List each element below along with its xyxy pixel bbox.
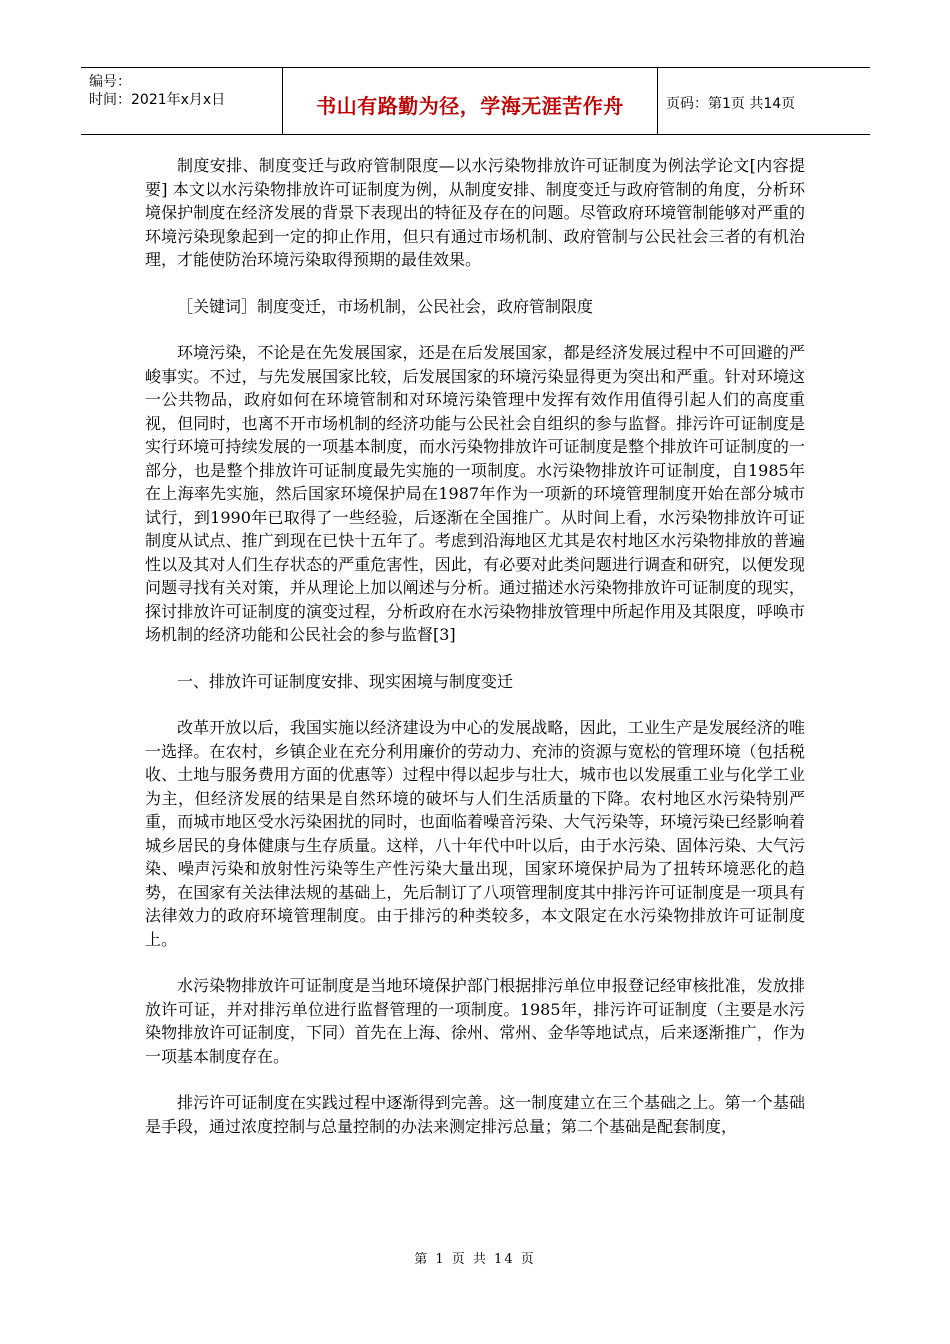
document-date-label: 时间：2021年x月x日 (89, 92, 226, 108)
header-left-cell (81, 68, 283, 134)
paragraph-keywords: ［关键词］制度变迁，市场机制，公民社会，政府管制限度 (177, 296, 594, 316)
header-right-cell (658, 68, 870, 134)
paragraph-body: 排污许可证制度在实践过程中逐渐得到完善。这一制度建立在三个基础之上。第一个基础是手段，通过浓度控制与总量控制的办法来测定排污总量；第二个基础是配套制度， (145, 1093, 805, 1136)
header-table (81, 67, 870, 135)
header-page-label: 页码：第1页 共14页 (666, 96, 796, 112)
header-center-cell (283, 68, 658, 134)
header-motto: 书山有路勤为径，学海无涯苦作舟 (316, 94, 624, 118)
document-number-label: 编号： (89, 74, 131, 90)
paragraph-title-abstract: 制度安排、制度变迁与政府管制限度—以水污染物排放许可证制度为例法学论文[内容提要] 本文以水污染物排放许可证制度为例，从制度安排、制度变迁与政府管制的角度，分析环境保护制度在经济发展的背景下表现出的特征及存在的问题。尽管政府环境管制能够对严重的环境污染现象起到一定的抑止作用，但只有通过市场机制、政府管制与公民社会三者的有机治理，才能使防治环境污染取得预期的最佳效果。 (145, 156, 805, 269)
paragraph-body: 改革开放以后，我国实施以经济建设为中心的发展战略，因此，工业生产是发展经济的唯一选择。在农村，乡镇企业在充分利用廉价的劳动力、充沛的资源与宽松的管理环境（包括税收、土地与服务费用方面的优惠等）过程中得以起步与壮大，城市也以发展重工业与化学工业为主，但经济发展的结果是自然环境的破坏与人们生活质量的下降。农村地区水污染特别严重，而城市地区受水污染困扰的同时，也面临着噪音污染、大气污染等，环境污染已经影响着城乡居民的身体健康与生存质量。这样，八十年代中叶以后，由于水污染、固体污染、大气污染、噪声污染和放射性污染等生产性污染大量出现，国家环境保护局为了扭转环境恶化的趋势，在国家有关法律法规的基础上，先后制订了八项管理制度其中排污许可证制度是一项具有法律效力的政府环境管理制度。由于排污的种类较多，本文限定在水污染物排放许可证制度上。 (145, 718, 805, 949)
paragraph-body: 水污染物排放许可证制度是当地环境保护部门根据排污单位申报登记经审核批准，发放排放许可证，并对排污单位进行监督管理的一项制度。1985年，排污许可证制度（主要是水污染物排放许可证制度，下同）首先在上海、徐州、常州、金华等地试点，后来逐渐推广，作为一项基本制度存在。 (145, 976, 805, 1066)
section-heading: 一、排放许可证制度安排、现实困境与制度变迁 (177, 671, 514, 691)
document-body (145, 154, 805, 1138)
page-footer: 第 1 页 共 14 页 (414, 1252, 536, 1267)
paragraph-introduction: 环境污染，不论是在先发展国家，还是在后发展国家，都是经济发展过程中不可回避的严峻事实。不过，与先发展国家比较，后发展国家的环境污染显得更为突出和严重。针对环境这一公共物品，政府如何在环境管制和对环境污染管理中发挥有效作用值得引起人们的高度重视，但同时，也离不开市场机制的经济功能与公民社会自组织的参与监督。排污许可证制度是实行环境可持续发展的一项基本制度，而水污染物排放许可证制度是整个排放许可证制度的一部分，也是整个排放许可证制度最先实施的一项制度。水污染物排放许可证制度，自1985年在上海率先实施，然后国家环境保护局在1987年作为一项新的环境管理制度开始在部分城市试行，到1990年已取得了一些经验，后逐渐在全国推广。从时间上看，水污染物排放许可证制度从试点、推广到现在已快十五年了。考虑到沿海地区尤其是农村地区水污染物排放的普遍性以及其对人们生存状态的严重危害性，因此，有必要对此类问题进行调查和研究，以便发现问题寻找有关对策，并从理论上加以阐述与分析。通过描述水污染物排放许可证制度的现实，探讨排放许可证制度的演变过程，分析政府在水污染物排放管理中所起作用及其限度，呼唤市场机制的经济功能和公民社会的参与监督[3] (145, 343, 805, 644)
